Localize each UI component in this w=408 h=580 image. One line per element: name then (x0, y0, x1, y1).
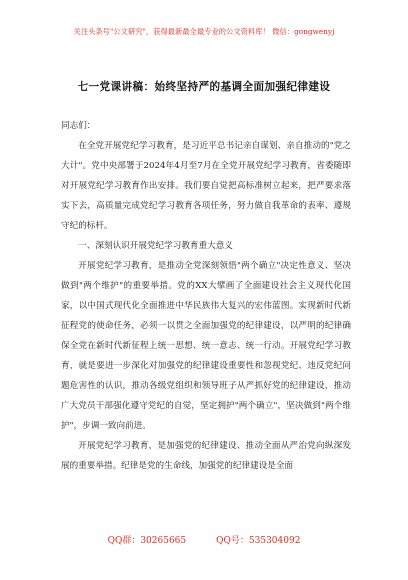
footer-qq-group: QQ群：30265665 (107, 536, 187, 546)
header-promo-note: 关注头条号"公文研究"，获得最新最全最专业的公文资料库！ 微信：gongwenyj (73, 27, 335, 36)
paragraph-significance: 开展党纪学习教育，是推动全党深刻领悟"两个确立"决定性意义、坚决做到"两个维护"的重要举措。党的XX大擘画了全面建设社会主义现代化国家，以中国式现代化全面推进中华民族伟大复兴的宏伟蓝图。实现新时代新征程党的使命任务，必须一以贯之全面加强党的纪律建设，以严明的纪律确保全党在新时代新征程上统一思想、统一意志、统一行动。开展党纪学习教育，就是要进一步深化对加强党的纪律建设重要性和忽视党纪、违反党纪问题危害性的认识，推动各级党组织和领导班子从严抓好党的纪律建设，推动广大党员干部强化遵守党纪的自觉，坚定拥护"两个确立"，坚决做到"两个维护"，步调一致向前进。 (61, 261, 351, 431)
greeting: 同志们： (61, 121, 96, 131)
paragraph-discipline: 开展党纪学习教育，是加强党的纪律建设、推动全面从严治党向纵深发展的重要举措。纪律是党的生命线，加强党的纪律建设是全面 (61, 441, 351, 471)
document-title: 七一党课讲稿：始终坚持严的基调全面加强纪律建设 (77, 81, 331, 93)
footer-contact (0, 533, 408, 546)
document-body (61, 116, 351, 476)
paragraph-intro: 在全党开展党纪学习教育，是习近平总书记亲自谋划、亲自推动的"党之大计"。党中央部署于2024年4月至7月在全党开展党纪学习教育，省委随即对开展党纪学习教育作出安排。我们要自觉把高标准树立起来，把严要求落实下去，高质量完成党纪学习教育各项任务，努力做自我革命的表率、遵规守纪的标杆。 (61, 141, 351, 231)
footer-qq-number: QQ号：535304092 (216, 536, 301, 546)
section-heading-1: 一、深刻认识开展党纪学习教育重大意义 (78, 241, 233, 251)
